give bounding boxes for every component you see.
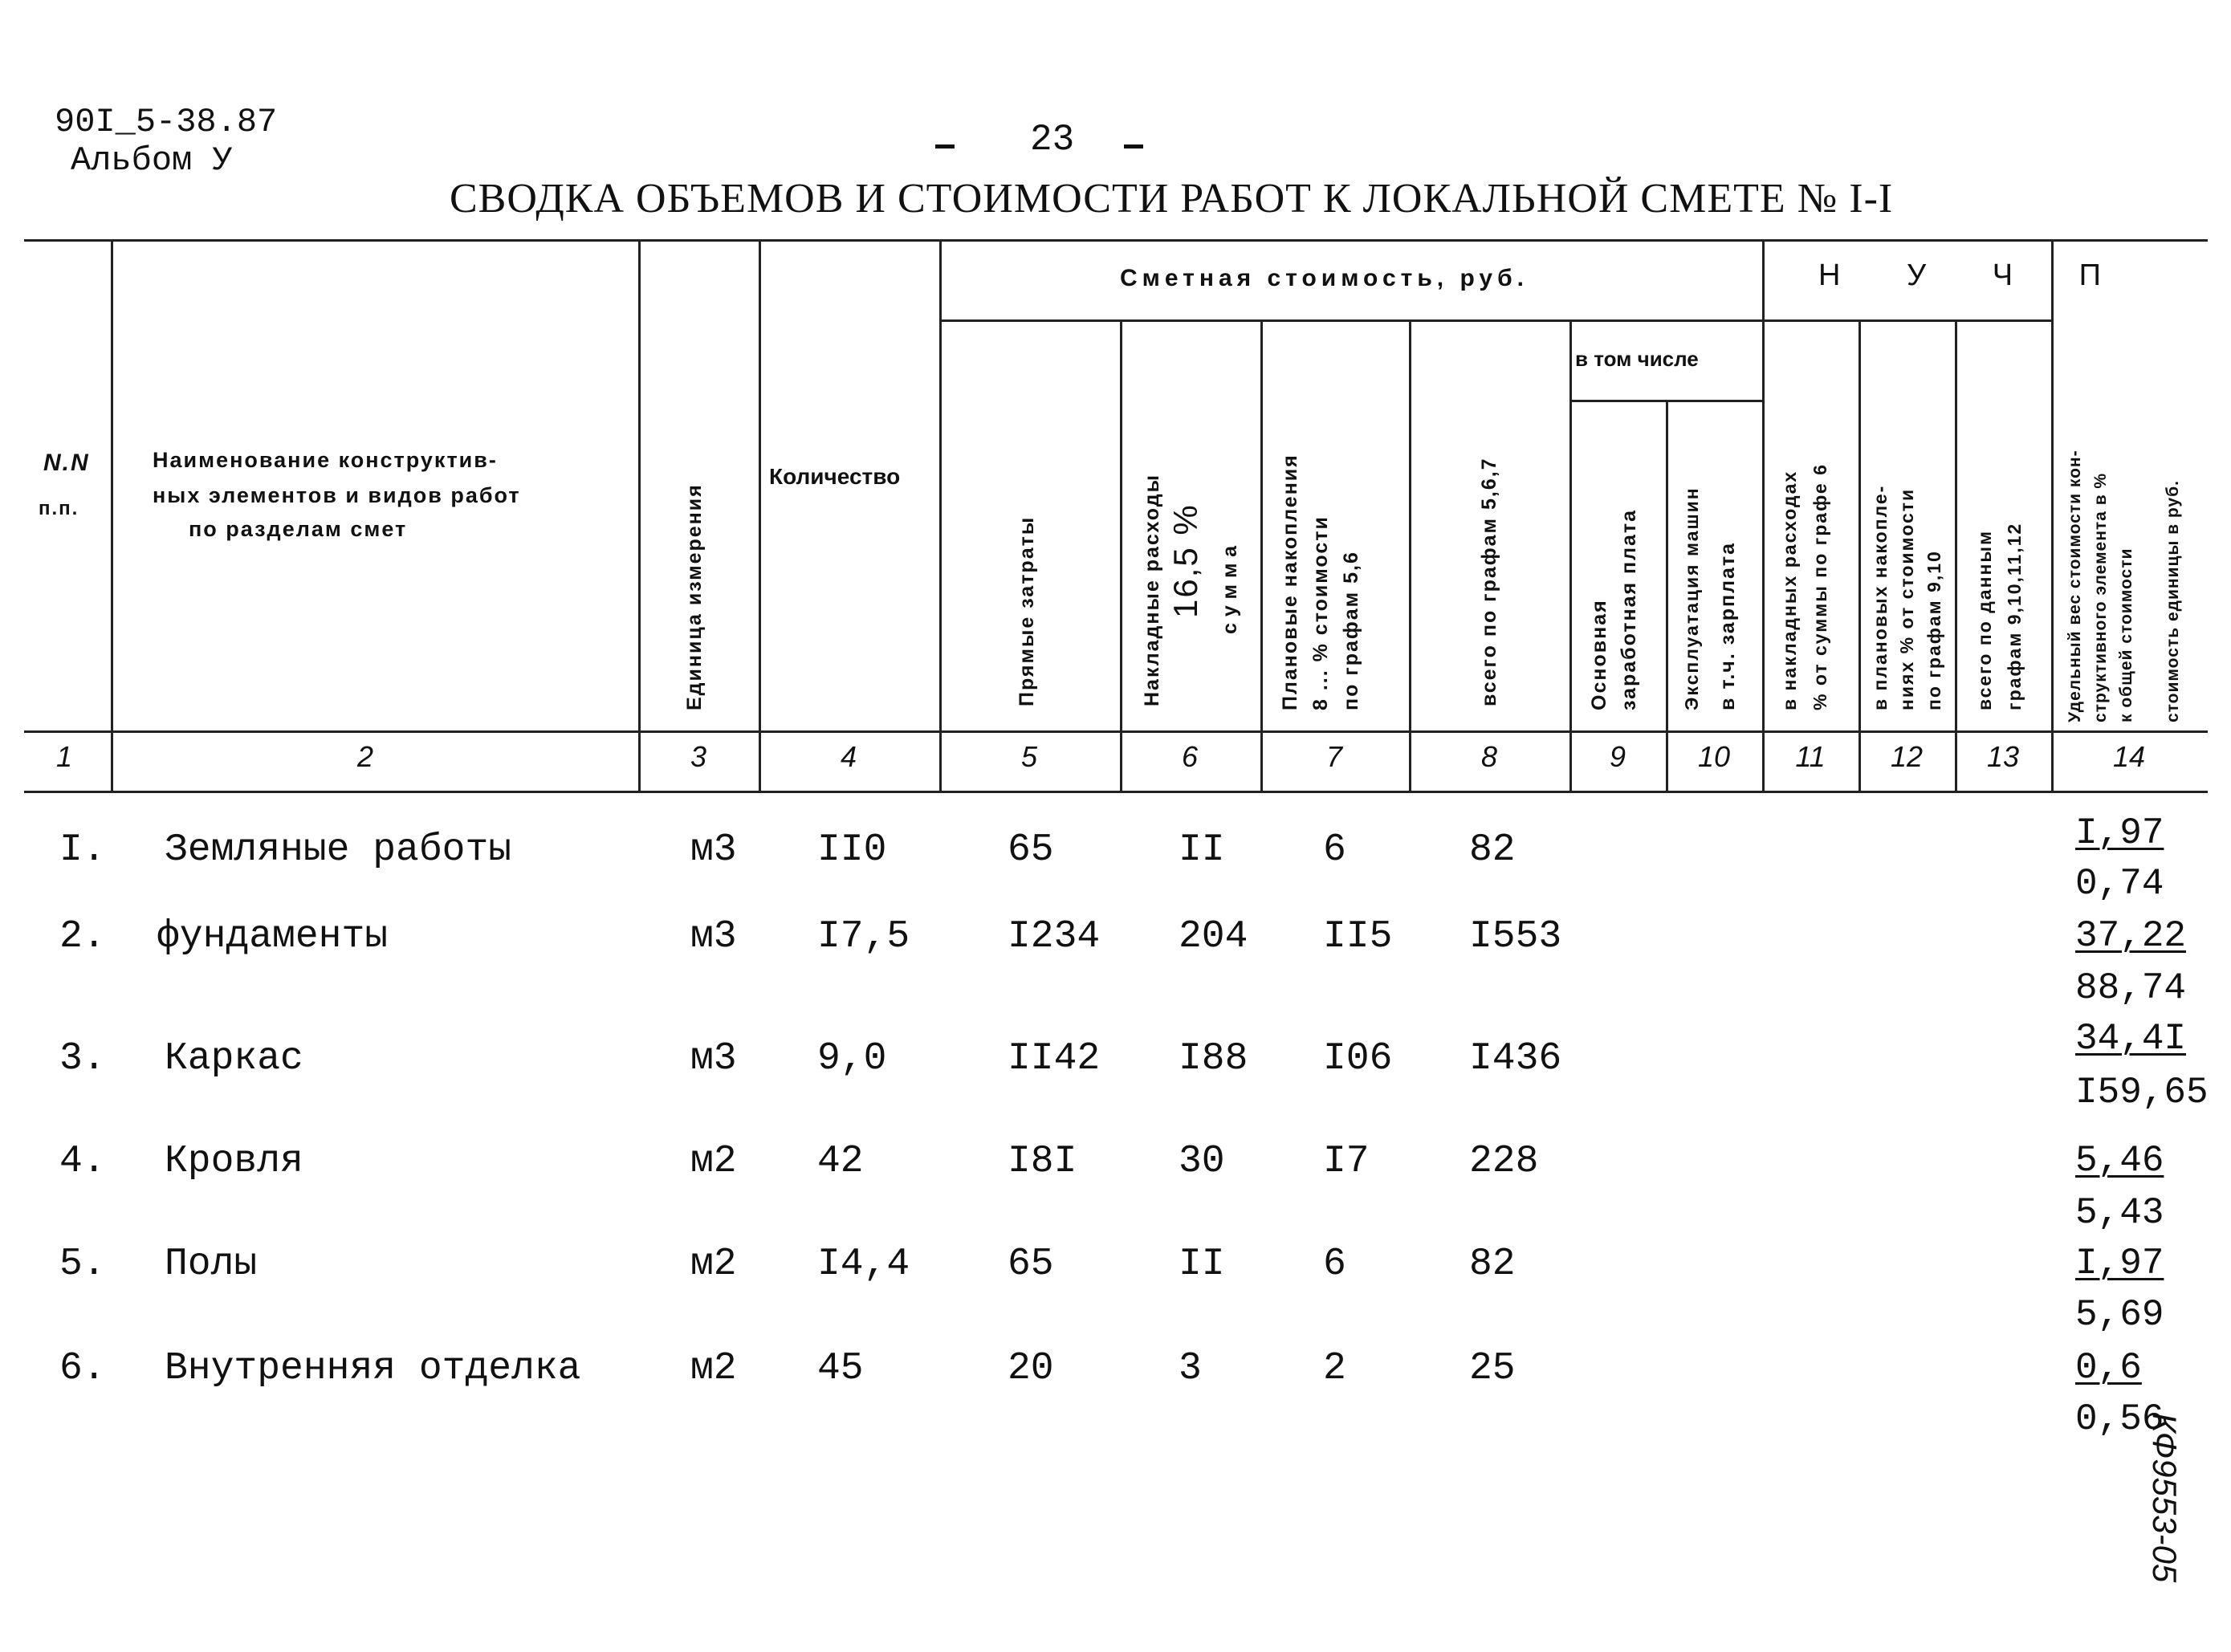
col-number: 8 — [1480, 740, 1498, 773]
col-divider-4 — [939, 239, 942, 793]
row-unit-cost: 88,74 — [2075, 967, 2187, 1009]
row-unit-cost: 0,56 — [2075, 1398, 2164, 1440]
row-planned: I06 — [1323, 1037, 1393, 1080]
header-planned-l3: по графам 5,6 — [1340, 551, 1362, 710]
col-number: 6 — [1181, 740, 1199, 773]
row-name: Каркас — [165, 1037, 303, 1080]
header-nuchp13-l2: графам 9,10,11,12 — [2004, 522, 2025, 710]
page-dash-right — [1124, 144, 1143, 149]
header-wages-l2: заработная плата — [1618, 508, 1640, 710]
row-planned: 6 — [1323, 1243, 1346, 1286]
row-planned: 2 — [1323, 1347, 1346, 1390]
row-total: 82 — [1469, 828, 1516, 872]
header-nuchp12-l3: по графам 9,10 — [1924, 550, 1944, 710]
header-nuchp12-l1: в плановых накопле- — [1870, 484, 1891, 710]
col-divider-9 — [1666, 400, 1668, 793]
page-title: СВОДКА ОБЪЕМОВ И СТОИМОСТИ РАБОТ К ЛОКАЛЬНОЙ СМЕТЕ № I-I — [450, 176, 1894, 222]
header-bottom-border — [24, 730, 2208, 733]
col-number: 14 — [2112, 740, 2146, 773]
row-unit: м3 — [690, 915, 737, 958]
header-total: всего по графам 5,6,7 — [1478, 457, 1500, 706]
header-cost-group: Сметная стоимость, руб. — [1120, 265, 1529, 291]
row-share: 34,4I — [2075, 1018, 2187, 1060]
col-number: 10 — [1697, 740, 1731, 773]
row-name: Земляные работы — [165, 828, 512, 872]
header-machines-l2: в т.ч. зарплата — [1716, 541, 1739, 710]
col-number: 12 — [1890, 740, 1924, 773]
page-dash-left — [935, 144, 955, 149]
col-divider-11 — [1858, 319, 1861, 793]
header-overhead-l1: Накладные расходы — [1141, 474, 1163, 706]
col-divider-1 — [111, 239, 113, 793]
header-share-l1: Удельный вес стоимости кон- — [2066, 450, 2084, 722]
col-number: 11 — [1795, 740, 1826, 773]
header-name-line3: по разделам смет — [189, 517, 408, 541]
row-direct: 20 — [1008, 1347, 1054, 1390]
row-share: 0,6 — [2075, 1347, 2142, 1389]
row-unit-cost: 5,69 — [2075, 1294, 2164, 1336]
row-direct: 65 — [1008, 1243, 1054, 1286]
page-number: 23 — [1030, 119, 1075, 161]
row-direct: II42 — [1008, 1037, 1101, 1080]
header-share-l4: стоимость единицы в руб. — [2164, 480, 2182, 722]
row-overhead: II — [1179, 1243, 1225, 1286]
row-share: I,97 — [2075, 812, 2164, 854]
row-planned: 6 — [1323, 828, 1346, 872]
row-overhead: 204 — [1179, 915, 1248, 958]
header-share-l3: к общей стоимости — [2117, 547, 2135, 722]
col-divider-7 — [1409, 319, 1411, 793]
row-qty: 9,0 — [817, 1037, 887, 1080]
row-number: I. — [59, 828, 106, 872]
row-unit: м3 — [690, 1037, 737, 1080]
row-name: Кровля — [165, 1140, 303, 1183]
row-share: 5,46 — [2075, 1140, 2164, 1182]
header-wages-l1: Основная — [1588, 599, 1610, 710]
row-unit-cost: I59,65 — [2075, 1072, 2209, 1113]
header-direct: Прямые затраты — [1016, 515, 1038, 706]
colnum-bottom-border — [24, 791, 2208, 793]
col-divider-13 — [2051, 239, 2054, 793]
header-share-l2: структивного элемента в % — [2091, 472, 2110, 722]
row-unit-cost: 0,74 — [2075, 863, 2164, 905]
col-number: 7 — [1325, 740, 1343, 773]
row-qty: I7,5 — [817, 915, 910, 958]
row-name: фундаменты — [157, 915, 389, 958]
row-total: 228 — [1469, 1140, 1539, 1183]
col-number: 1 — [55, 740, 73, 773]
row-overhead: I88 — [1179, 1037, 1248, 1080]
archive-stamp: КФ9553-05 — [2146, 1413, 2184, 1583]
nuchp-group-divider — [1762, 319, 2051, 322]
album-label: Альбом У — [71, 141, 233, 180]
header-name-line1: Наименование конструктив- — [153, 448, 498, 472]
row-number: 5. — [59, 1243, 106, 1286]
col-number: 13 — [1986, 740, 2020, 773]
header-nuchp-group: Н У Ч П — [1818, 258, 2130, 292]
row-name: Полы — [165, 1243, 258, 1286]
row-overhead: II — [1179, 828, 1225, 872]
col-divider-8 — [1569, 319, 1572, 793]
header-overhead-l3: сумма — [1219, 539, 1241, 634]
row-unit: м2 — [690, 1347, 737, 1390]
table-top-border — [24, 239, 2208, 242]
row-qty: I4,4 — [817, 1243, 910, 1286]
row-total: I436 — [1469, 1037, 1562, 1080]
header-incl: в том числе — [1575, 347, 1699, 371]
row-qty: 42 — [817, 1140, 864, 1183]
row-unit-cost: 5,43 — [2075, 1192, 2164, 1234]
row-qty: II0 — [817, 828, 887, 872]
row-total: 82 — [1469, 1243, 1516, 1286]
row-direct: I234 — [1008, 915, 1101, 958]
header-nuchp12-l2: ниях % от стоимости — [1896, 487, 1917, 710]
col-divider-10 — [1762, 239, 1765, 793]
row-number: 3. — [59, 1037, 106, 1080]
header-overhead-l2: 16,5 % — [1166, 503, 1204, 618]
row-number: 2. — [59, 915, 106, 958]
row-planned: II5 — [1323, 915, 1393, 958]
row-unit: м2 — [690, 1243, 737, 1286]
row-share: 37,22 — [2075, 915, 2187, 957]
header-planned-l1: Плановые накопления — [1279, 454, 1301, 710]
col-divider-2 — [638, 239, 641, 793]
row-total: I553 — [1469, 915, 1562, 958]
row-name: Внутренняя отделка — [165, 1347, 581, 1390]
col-number: 4 — [840, 740, 857, 773]
row-direct: I8I — [1008, 1140, 1077, 1183]
col-number: 3 — [690, 740, 707, 773]
row-number: 4. — [59, 1140, 106, 1183]
col-divider-12 — [1955, 319, 1957, 793]
header-nuchp13-l1: всего по данным — [1974, 529, 1995, 710]
col-number: 9 — [1609, 740, 1626, 773]
header-unit: Единица измерения — [683, 483, 706, 710]
header-name-line2: ных элементов и видов работ — [153, 483, 521, 507]
header-qty: Количество — [769, 464, 901, 489]
row-direct: 65 — [1008, 828, 1054, 872]
col-number: 2 — [356, 740, 374, 773]
col-divider-6 — [1260, 319, 1263, 793]
row-unit: м3 — [690, 828, 737, 872]
col-divider-3 — [759, 239, 761, 793]
header-nuchp11-l2: % от суммы по графе 6 — [1810, 463, 1830, 710]
row-share: I,97 — [2075, 1243, 2164, 1284]
row-number: 6. — [59, 1347, 106, 1390]
row-unit: м2 — [690, 1140, 737, 1183]
header-nuchp11-l1: в накладных расходах — [1779, 470, 1800, 710]
col-divider-5 — [1120, 319, 1122, 793]
col-number: 5 — [1020, 740, 1038, 773]
row-overhead: 30 — [1179, 1140, 1225, 1183]
row-overhead: 3 — [1179, 1347, 1202, 1390]
document-code: 90I_5-38.87 — [55, 103, 278, 141]
row-planned: I7 — [1323, 1140, 1370, 1183]
header-num: N.N — [43, 450, 90, 476]
header-planned-l2: 8 ... % стоимости — [1309, 515, 1332, 710]
row-total: 25 — [1469, 1347, 1516, 1390]
header-num-pp: п.п. — [39, 498, 79, 519]
header-machines-l1: Эксплуатация машин — [1681, 486, 1702, 710]
row-qty: 45 — [817, 1347, 864, 1390]
